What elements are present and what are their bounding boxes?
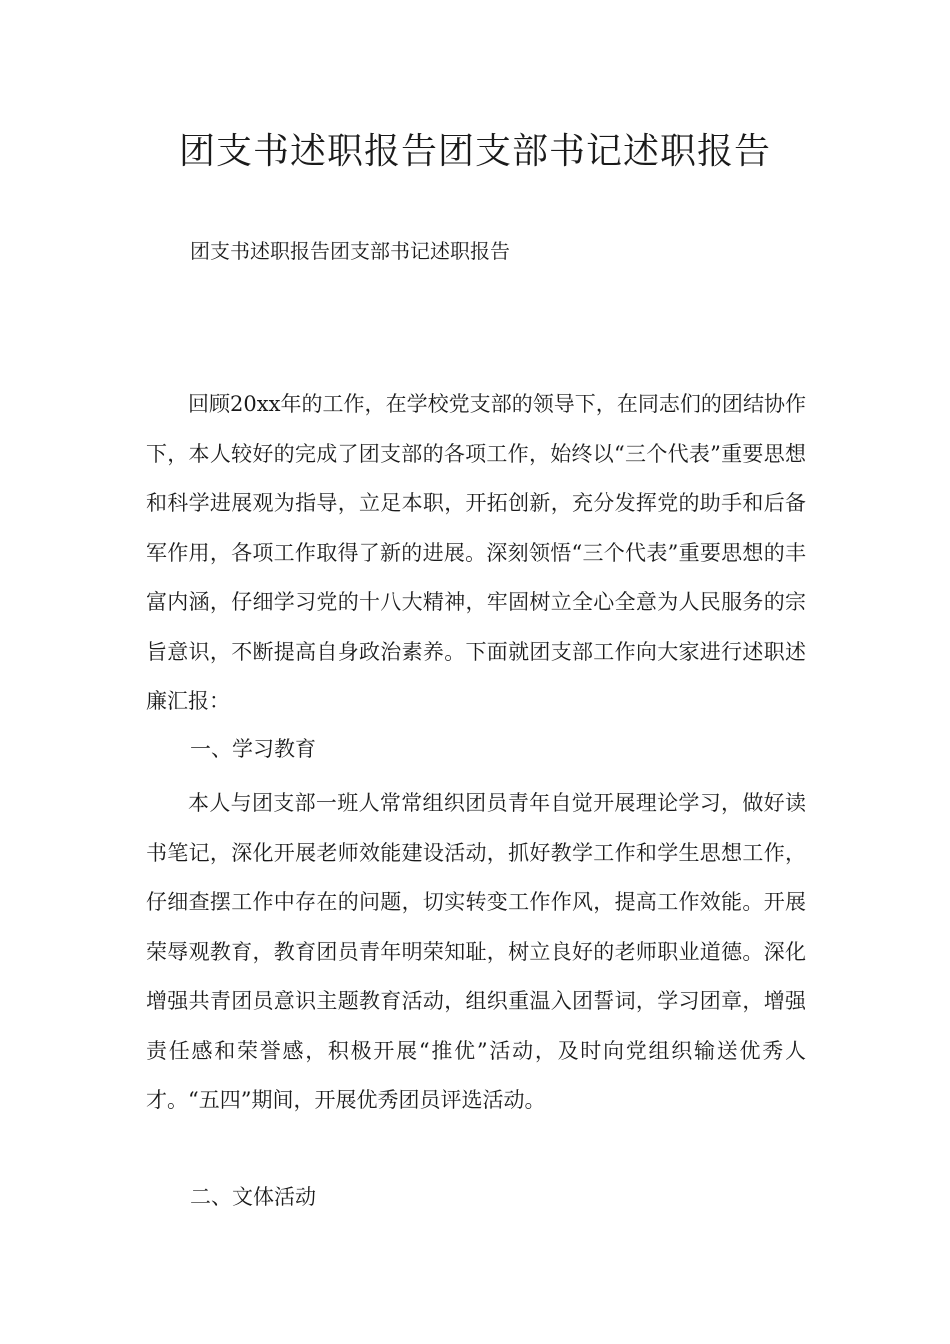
section-heading-study-education: 一、学习教育 (190, 737, 316, 761)
section-heading-sports-activities: 二、文体活动 (190, 1185, 316, 1209)
document-title: 团支书述职报告团支部书记述职报告 (178, 131, 771, 172)
intro-paragraph: 回顾20xx年的工作，在学校党支部的领导下，在同志们的团结协作下，本人较好的完成了团支部的各项工作，始终以“三个代表”重要思想和科学进展观为指导，立足本职，开拓创新，充分发挥党的助手和后备军作用，各项工作取得了新的进展。深刻领悟“三个代表”重要思想的丰富内涵，仔细学习党的十八大精神，牢固树立全心全意为人民服务的宗旨意识，不断提高自身政治素养。下面就团支部工作向大家进行述职述廉汇报： (146, 392, 806, 713)
section-paragraph-study-education: 本人与团支部一班人常常组织团员青年自觉开展理论学习，做好读书笔记，深化开展老师效能建设活动，抓好教学工作和学生思想工作，仔细查摆工作中存在的问题，切实转变工作作风，提高工作效能。开展荣辱观教育，教育团员青年明荣知耻，树立良好的老师职业道德。深化增强共青团员意识主题教育活动，组织重温入团誓词，学习团章，增强责任感和荣誉感，积极开展“推优”活动，及时向党组织输送优秀人才。“五四”期间，开展优秀团员评选活动。 (146, 791, 806, 1112)
document-subtitle: 团支书述职报告团支部书记述职报告 (190, 239, 510, 263)
